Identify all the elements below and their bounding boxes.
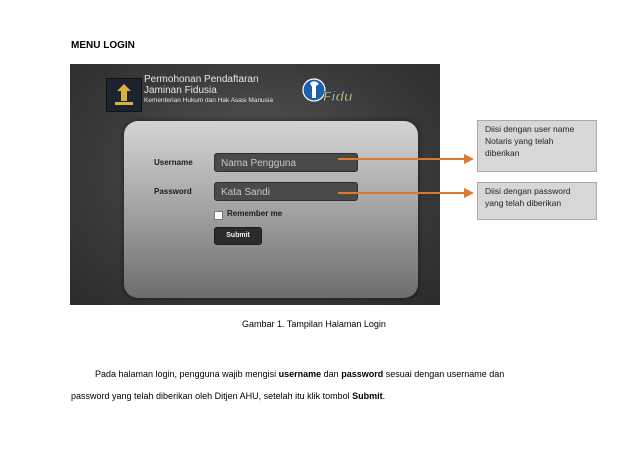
ministry-emblem-icon (106, 78, 142, 112)
figure-caption: Gambar 1. Tampilan Halaman Login (242, 319, 386, 329)
para-text: sesuai dengan username dan (383, 369, 505, 379)
login-panel (124, 121, 418, 298)
username-label: Username (154, 158, 193, 167)
app-banner (70, 64, 440, 120)
fidusia-logo-text: Fidu (323, 88, 353, 104)
submit-button[interactable]: Submit (214, 227, 262, 245)
banner-title-line2: Jaminan Fidusia (144, 85, 217, 96)
body-paragraph-line1 (71, 362, 585, 386)
banner-subtitle: Kementerian Hukum dan Hak Asasi Manusia (144, 97, 273, 104)
para-password: password (341, 369, 384, 379)
body-paragraph-line2 (71, 384, 561, 408)
username-input[interactable]: Nama Pengguna (214, 153, 358, 172)
section-heading: MENU LOGIN (71, 40, 135, 51)
password-label: Password (154, 187, 192, 196)
remember-me-checkbox[interactable] (214, 211, 223, 220)
para-text: dan (321, 369, 342, 379)
para-username: username (278, 369, 322, 379)
banner-title (144, 74, 259, 96)
username-callout: Diisi dengan user name Notaris yang telah diberikan (477, 120, 597, 172)
para-text: . (382, 391, 386, 401)
fidusia-logo (302, 74, 358, 110)
password-arrow-head-icon (464, 188, 474, 198)
login-screenshot (70, 64, 440, 305)
banner-title-line1: Permohonan Pendaftaran (144, 74, 259, 85)
password-input[interactable]: Kata Sandi (214, 182, 358, 201)
para-submit: Submit (352, 391, 383, 401)
para-text: Pada halaman login, pengguna wajib mengisi (95, 369, 279, 379)
remember-me-label: Remember me (227, 209, 283, 218)
password-callout: Diisi dengan password yang telah diberikan (477, 182, 597, 220)
para-text: password yang telah diberikan oleh Ditjen AHU, setelah itu klik tombol (71, 391, 353, 401)
username-arrow-head-icon (464, 154, 474, 164)
